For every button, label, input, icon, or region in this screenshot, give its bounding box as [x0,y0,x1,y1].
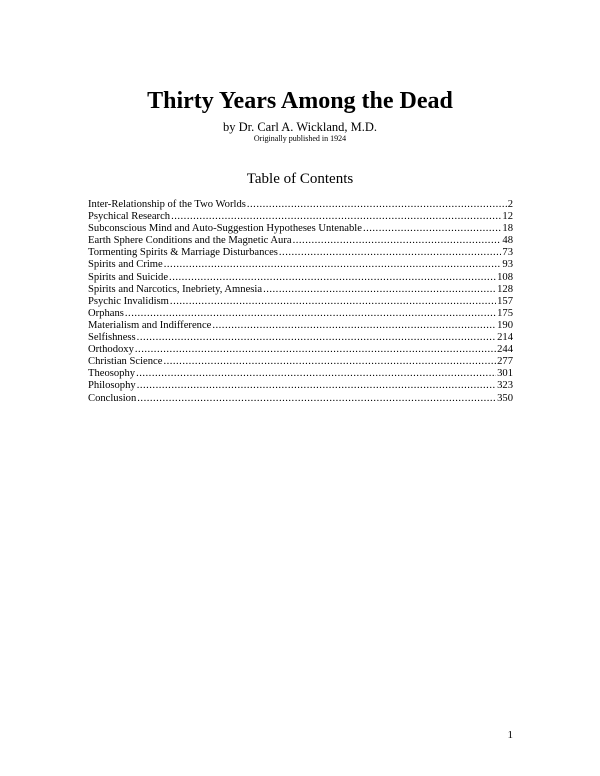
toc-entry-page: 18 [502,223,513,235]
publication-note: Originally published in 1924 [253,134,347,143]
toc-entry-page: 190 [497,319,513,331]
toc-entry-title: Christian Science [88,356,163,368]
toc-dot-leader [363,223,501,235]
toc-entry-page: 93 [502,259,513,271]
toc-dot-leader [135,344,496,356]
toc-dot-leader [137,332,496,344]
toc-entry-title: Orphans [88,307,124,319]
toc-entry[interactable] [88,344,513,356]
toc-entry[interactable] [88,235,513,247]
toc-entry-title: Earth Sphere Conditions and the Magnetic Aura [88,235,292,247]
toc-entry[interactable] [88,199,513,211]
toc-dot-leader [136,368,496,380]
toc-entry-page: 350 [497,392,513,404]
toc-entry-page: 214 [497,332,513,344]
toc-entry[interactable] [88,296,513,308]
toc-dot-leader [247,199,507,211]
toc-heading: Table of Contents [246,171,354,187]
toc-dot-leader [163,356,496,368]
toc-entry-title: Conclusion [88,392,137,404]
toc-entry[interactable] [88,320,513,332]
toc-entry-page: 301 [497,368,513,380]
toc-dot-leader [212,320,496,332]
toc-entry[interactable] [88,332,513,344]
toc-entry[interactable] [88,272,513,284]
toc-dot-leader [170,296,496,308]
toc-entry[interactable] [88,393,513,405]
toc-entry-title: Psychic Invalidism [88,295,169,307]
toc-entry-title: Materialism and Indifference [88,319,212,331]
toc-dot-leader [137,380,496,392]
toc-dot-leader [293,235,502,247]
toc-entry[interactable] [88,308,513,320]
toc-entry-page: 277 [497,356,513,368]
toc-entry-page: 244 [497,344,513,356]
page-number: 1 [507,729,513,741]
toc-entry-title: Orthodoxy [88,344,134,356]
toc-entry[interactable] [88,356,513,368]
page-title: Thirty Years Among the Dead [147,88,453,115]
toc-dot-leader [171,211,501,223]
toc-dot-leader [164,259,502,271]
toc-entry-page: 157 [497,295,513,307]
toc-entry-title: Spirits and Crime [88,259,163,271]
author-line: by Dr. Carl A. Wickland, M.D. [222,120,378,134]
toc-entry-title: Spirits and Suicide [88,271,169,283]
toc-entry-page: 48 [502,235,513,247]
toc-entry[interactable] [88,259,513,271]
toc-entry-title: Philosophy [88,380,136,392]
table-of-contents [88,199,513,405]
toc-entry-page: 73 [502,247,513,259]
toc-entry-title: Inter-Relationship of the Two Worlds [88,199,246,210]
toc-entry-page: 12 [502,211,513,223]
toc-entry-title: Theosophy [88,368,136,380]
toc-entry[interactable] [88,380,513,392]
toc-entry-page: 175 [497,307,513,319]
toc-dot-leader [137,393,496,405]
toc-entry-page: 108 [497,271,513,283]
toc-dot-leader [169,272,496,284]
toc-entry[interactable] [88,284,513,296]
toc-dot-leader [263,284,496,296]
toc-entry-title: Spirits and Narcotics, Inebriety, Amnesia [88,283,263,295]
toc-entry-title: Selfishness [88,332,136,344]
toc-entry[interactable] [88,368,513,380]
toc-entry-title: Subconscious Mind and Auto-Suggestion Hypotheses Untenable [88,223,362,235]
toc-entry-page: 323 [497,380,513,392]
toc-entry-title: Psychical Research [88,211,171,223]
toc-dot-leader [279,247,502,259]
toc-entry[interactable] [88,247,513,259]
toc-dot-leader [125,308,496,320]
toc-entry-page: 128 [497,283,513,295]
toc-entry-page: 2 [507,199,513,210]
toc-entry[interactable] [88,211,513,223]
toc-entry-title: Tormenting Spirits & Marriage Disturbances [88,247,278,259]
toc-entry[interactable] [88,223,513,235]
